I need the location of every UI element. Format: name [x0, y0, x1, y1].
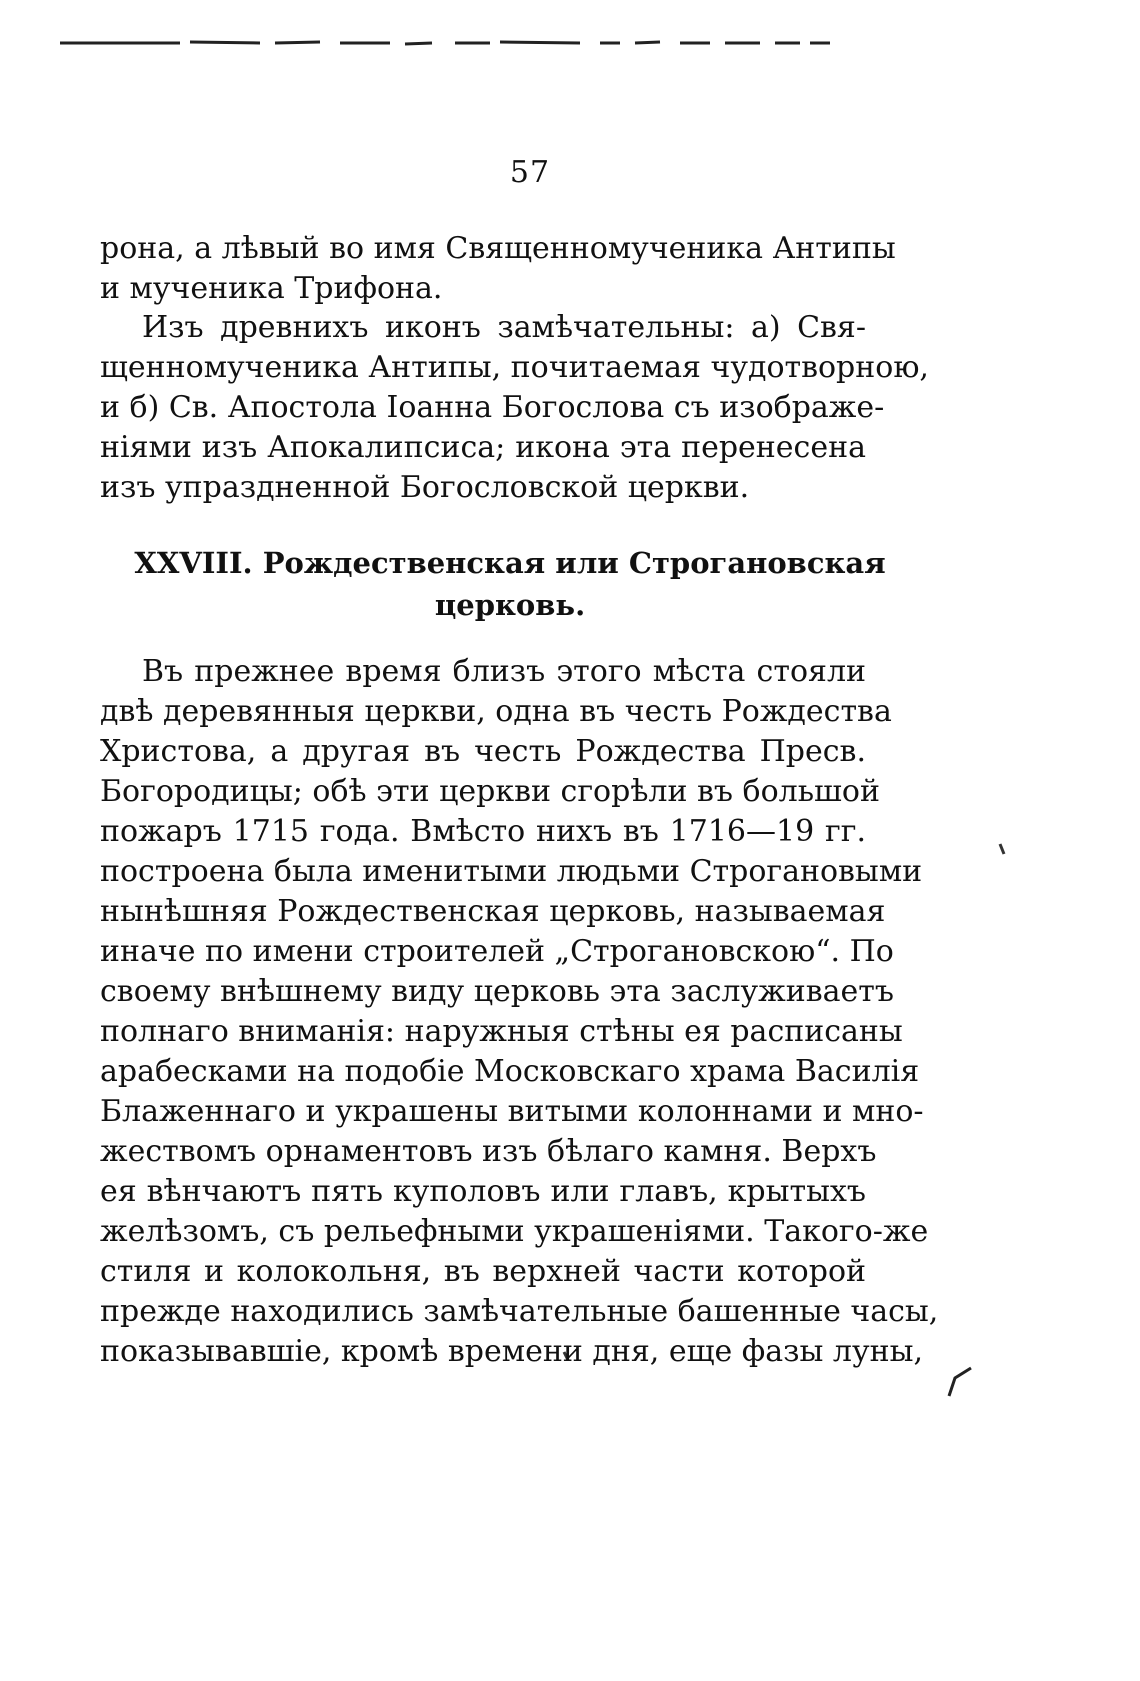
text-line: прежде находились замѣчательные башенные часы,	[100, 1294, 939, 1329]
text-line: желѣзомъ, съ рельефными украшеніями. Такого-же	[100, 1214, 929, 1249]
text-line: нынѣшняя Рождественская церковь, называемая	[100, 894, 886, 929]
text-line: двѣ деревянныя церкви, одна въ честь Рождества	[100, 694, 892, 729]
text-line: пожаръ 1715 года. Вмѣсто нихъ въ 1716—19 гг.	[100, 814, 866, 849]
page-number: 57	[509, 155, 551, 190]
text-line: показывавшіе, кромѣ времени дня, еще фазы луны,	[100, 1334, 924, 1369]
scan-edge-artifact	[60, 40, 830, 46]
text-line: ніями изъ Апокалипсиса; икона эта перенесена	[100, 430, 866, 465]
text-line: Христова, а другая въ честь Рождества Пресв.	[100, 734, 866, 769]
paragraph-continued	[100, 229, 896, 309]
text-line: изъ упраздненной Богословской церкви.	[100, 470, 750, 505]
stray-ink-mark	[945, 1360, 975, 1400]
heading-line: церковь.	[434, 588, 586, 622]
text-line: и мученика Трифона.	[100, 271, 443, 306]
text-line: полнаго вниманія: наружныя стѣны ея расписаны	[100, 1014, 903, 1049]
heading-line: XXVIII. Рождественская или Строгановская	[134, 546, 886, 580]
text-line: своему внѣшнему виду церковь эта заслуживаетъ	[100, 974, 894, 1009]
text-line: стиля и колокольня, въ верхней части которой	[100, 1254, 866, 1289]
paragraph-church-history	[100, 652, 939, 1372]
text-line: Изъ древнихъ иконъ замѣчательны: а) Свя-	[142, 310, 866, 345]
section-heading	[100, 542, 920, 626]
text-line: жествомъ орнаментовъ изъ бѣлаго камня. Верхъ	[100, 1134, 877, 1169]
text-line: Богородицы; обѣ эти церкви сгорѣли въ большой	[100, 774, 880, 809]
text-line: щенномученика Антипы, почитаемая чудотворною,	[100, 350, 929, 385]
text-line: арабесками на подобіе Московскаго храма Василія	[100, 1054, 920, 1089]
text-line: Въ прежнее время близъ этого мѣста стояли	[142, 654, 866, 689]
text-line: построена была именитыми людьми Строгановыми	[100, 854, 923, 889]
text-line: рона, а лѣвый во имя Священномученика Антипы	[100, 231, 896, 266]
text-line: ея вѣнчаютъ пять куполовъ или главъ, крытыхъ	[100, 1174, 866, 1209]
text-line: и б) Св. Апостола Іоанна Богослова съ изображе-	[100, 390, 885, 425]
paragraph-icons	[100, 308, 929, 508]
text-line: Блаженнаго и украшены витыми колоннами и мно-	[100, 1094, 924, 1129]
stray-ink-dot	[998, 842, 1006, 856]
text-line: иначе по имени строителей „Строгановскою“. По	[100, 934, 894, 969]
